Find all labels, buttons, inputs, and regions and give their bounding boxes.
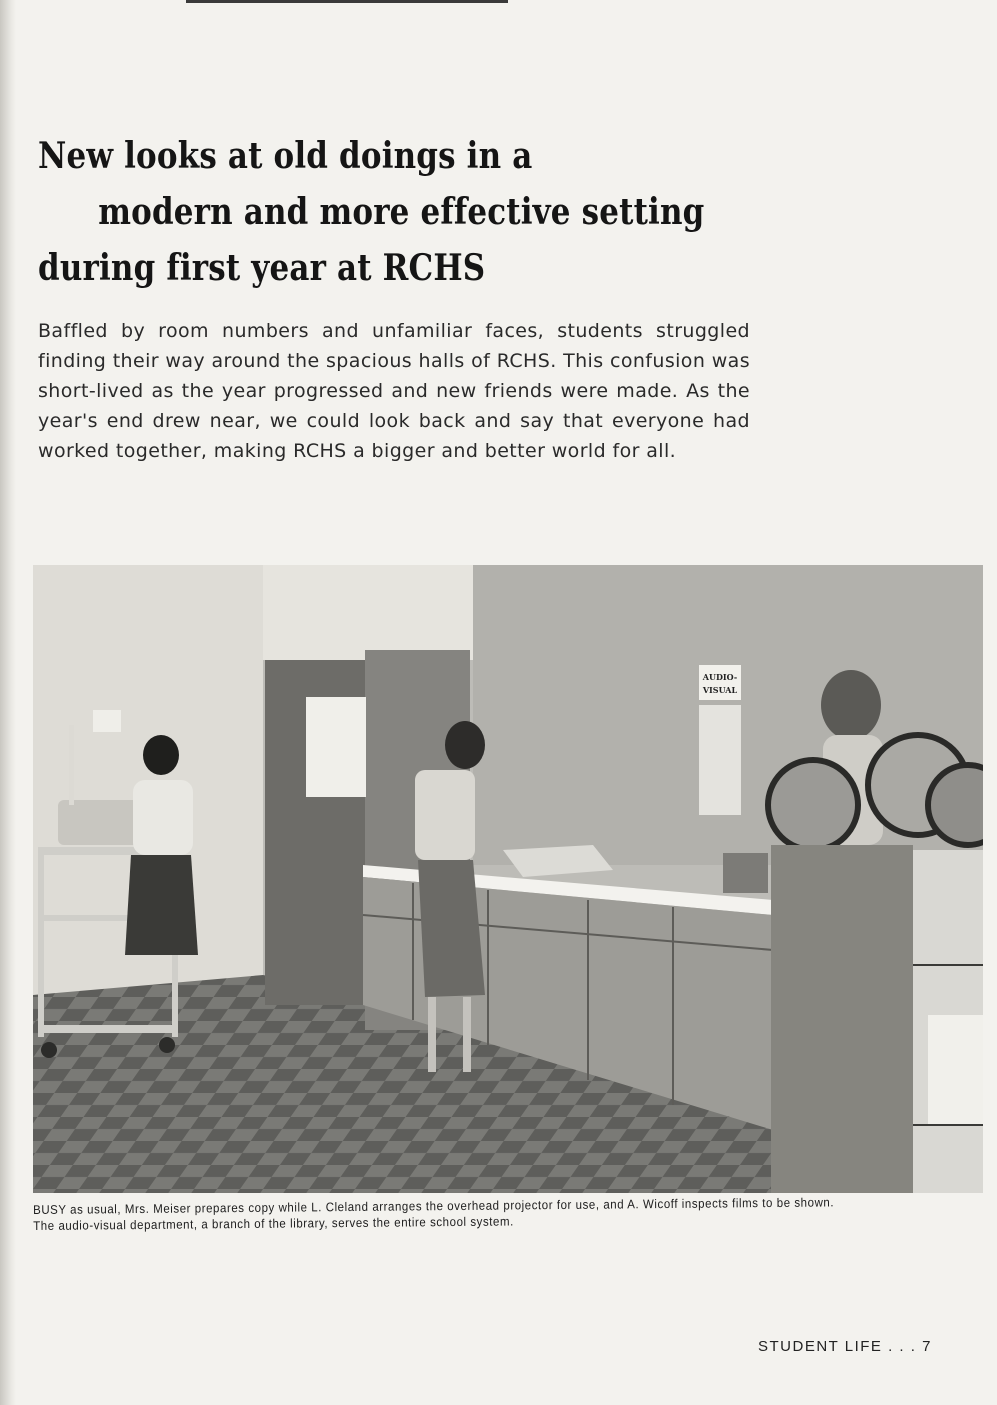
audio-visual-room-photo (33, 565, 983, 1193)
caption-line-1: BUSY as usual, Mrs. Meiser prepares copy while L. Cleland arranges the overhead projector for use, and A. Wicoff inspects films to be shown. (33, 1195, 835, 1217)
wall-poster (699, 705, 741, 815)
door-notice (306, 697, 366, 797)
caption-line-2: The audio-visual department, a branch of the library, serves the entire school system. (33, 1214, 514, 1233)
photo-caption (33, 1194, 861, 1234)
pillar-top (263, 565, 473, 660)
counter-machine (723, 853, 768, 893)
heading-line-1: New looks at old doings in a (38, 135, 533, 177)
film-rack (771, 845, 983, 1193)
page-binding-edge (0, 0, 16, 1405)
heading-line-3: during first year at RCHS (38, 247, 486, 289)
page-heading (38, 128, 705, 296)
photo-illustration (33, 565, 983, 1193)
sign-text-line-2: VISUAL (702, 685, 738, 695)
page-folio: STUDENT LIFE . . . 7 (758, 1338, 932, 1355)
sign-text-line-1: AUDIO- (702, 672, 738, 682)
heading-line-2: modern and more effective setting (98, 191, 705, 233)
intro-paragraph: Baffled by room numbers and unfamiliar faces, students struggled finding their way around the spacious halls of RCHS. This confusion was short-lived as the year progressed and new friends were made. As the year's end drew near, we could look back and say that everyone had worked together, making RCHS a bigger and better world for all. (38, 320, 750, 462)
top-rule (186, 0, 508, 3)
